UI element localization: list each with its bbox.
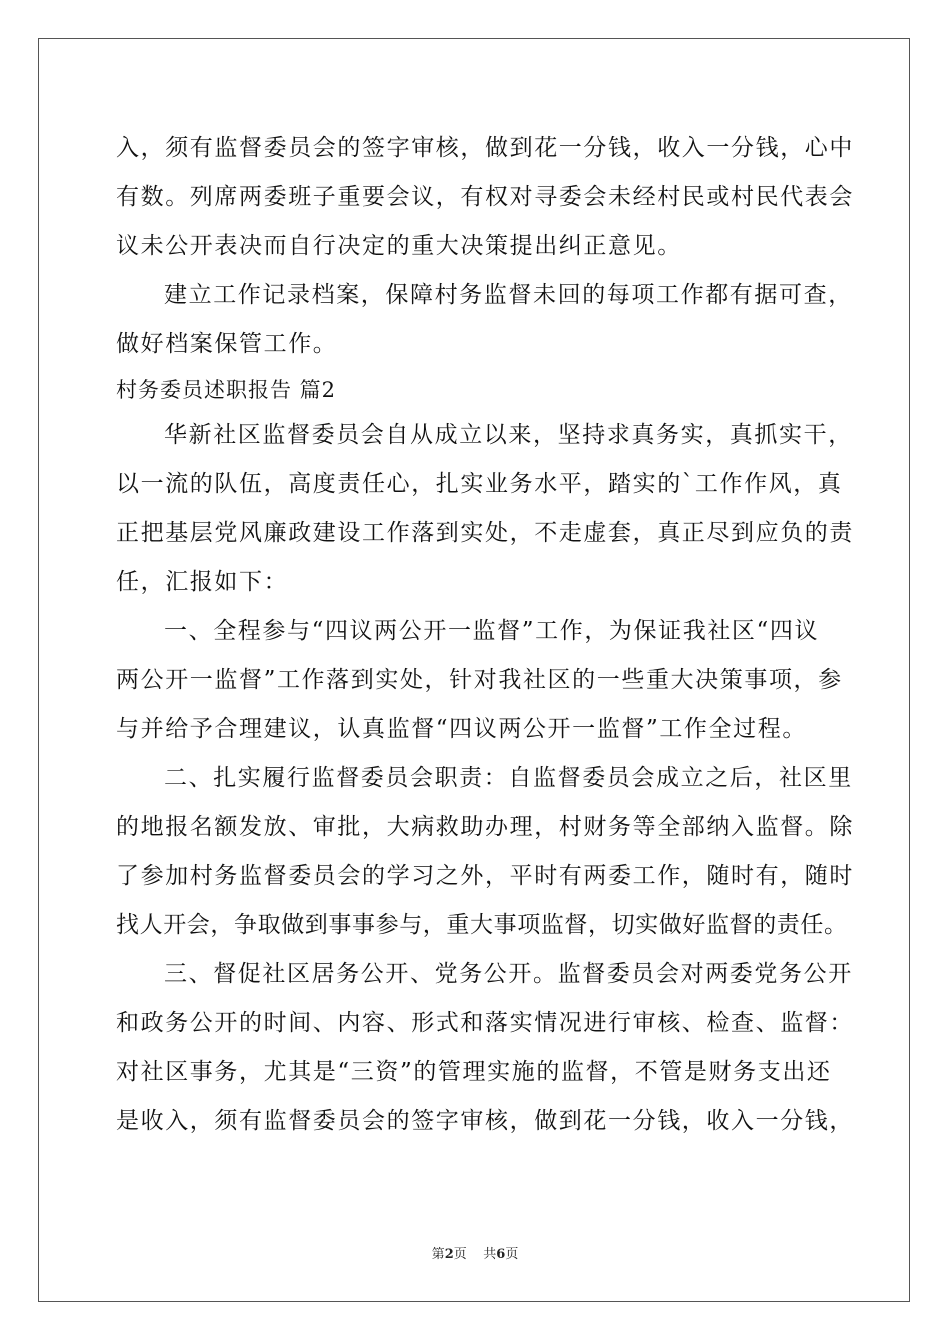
text-line: 华新社区监督委员会自从成立以来，坚持求真务实，真抓实干， [164, 422, 853, 448]
text-line: 三、督促社区居务公开、党务公开。监督委员会对两委党务公开 [164, 961, 853, 987]
text-line: 的地报名额发放、审批，大病救助办理，村财务等全部纳入监督。除 [116, 814, 854, 840]
text-line: 有数。列席两委班子重要会议，有权对寻委会未经村民或村民代表会 [116, 184, 854, 210]
total-pages-number: 6 [496, 1247, 506, 1262]
text-line: 两公开一监督”工作落到实处，针对我社区的一些重大决策事项，参 [116, 667, 843, 693]
footer-prefix: 第 [431, 1247, 445, 1262]
text-line: 了参加村务监督委员会的学习之外，平时有两委工作，随时有，随时 [116, 863, 854, 889]
text-line: 是收入，须有监督委员会的签字审核，做到花一分钱，收入一分钱， [116, 1108, 854, 1134]
text-line: 二、扎实履行监督委员会职责：自监督委员会成立之后，社区里 [164, 765, 853, 791]
text-line: 任，汇报如下： [116, 569, 289, 595]
text-line: 一、全程参与“四议两公开一监督”工作，为保证我社区“四议 [164, 618, 820, 644]
text-line: 正把基层党风廉政建设工作落到实处，不走虚套，真正尽到应负的责 [116, 520, 854, 546]
footer-mid: 页 共 [453, 1247, 497, 1262]
text-line: 与并给予合理建议，认真监督“四议两公开一监督”工作全过程。 [116, 716, 807, 742]
section-heading: 村务委员述职报告 篇2 [116, 378, 337, 402]
text-line: 建立工作记录档案，保障村务监督未回的每项工作都有据可查， [164, 282, 853, 308]
text-line: 找人开会，争取做到事事参与，重大事项监督，切实做好监督的责任。 [116, 912, 848, 938]
text-line: 对社区事务，尤其是“三资”的管理实施的监督，不管是财务支出还 [116, 1059, 832, 1085]
document-body [116, 124, 852, 1146]
text-line: 入，须有监督委员会的签字审核，做到花一分钱，收入一分钱，心中 [116, 135, 854, 161]
page-footer [0, 1243, 950, 1262]
footer-suffix: 页 [505, 1247, 519, 1262]
text-line: 议未公开表决而自行决定的重大决策提出纠正意见。 [116, 233, 682, 259]
text-line: 和政务公开的时间、内容、形式和落实情况进行审核、检查、监督： [116, 1010, 854, 1036]
text-line: 做好档案保管工作。 [116, 331, 338, 357]
text-line: 以一流的队伍，高度责任心，扎实业务水平，踏实的`工作作风，真 [116, 471, 843, 497]
current-page-number: 2 [444, 1247, 454, 1262]
